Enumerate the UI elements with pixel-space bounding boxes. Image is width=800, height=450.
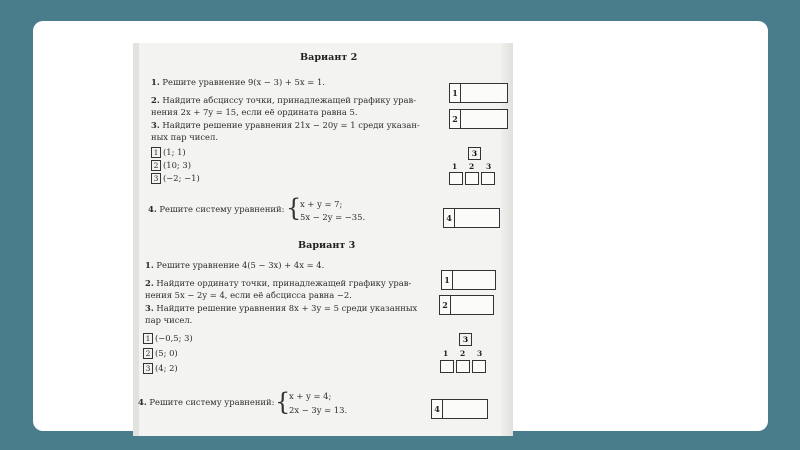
option-number: 2 — [151, 160, 161, 171]
option-value: (10; 3) — [163, 160, 192, 170]
grid-cell-2[interactable] — [456, 360, 470, 373]
grid-label-3: 3 — [477, 349, 483, 358]
v2-q2-line1 — [151, 96, 416, 104]
v3-q3-line1 — [145, 304, 417, 312]
option-value: (−0,5; 3) — [155, 333, 193, 343]
v2-q3-option-2 — [151, 160, 191, 171]
v3-q1-box-number: 1 — [442, 271, 453, 289]
v2-q3-number: 3. — [151, 120, 160, 130]
v3-q2-box-number: 2 — [440, 296, 451, 314]
v3-q2-line2: нения 5x − 2y = 4, если её абсцисса равна −2. — [145, 290, 352, 300]
grid-label-1: 1 — [443, 349, 449, 358]
v3-q1-number: 1. — [145, 260, 154, 270]
variant-2-title: Вариант 2 — [300, 52, 358, 63]
v2-q4 — [148, 205, 284, 213]
option-value: (−2; −1) — [163, 173, 200, 183]
v2-q2-number: 2. — [151, 95, 160, 105]
v2-q2-box-number: 2 — [450, 110, 461, 128]
v3-q3-number: 3. — [145, 303, 154, 313]
grid-label-1: 1 — [452, 162, 458, 171]
v2-q3-option-3 — [151, 173, 200, 184]
v3-q4-number: 4. — [138, 397, 147, 407]
grid-label-2: 2 — [460, 349, 466, 358]
v3-q3-option-3 — [143, 363, 178, 374]
grid-cell-1[interactable] — [440, 360, 454, 373]
v3-q3-text1: Найдите решение уравнения 8x + 3y = 5 среди указанных — [156, 303, 418, 313]
slide-card — [33, 21, 768, 431]
option-number: 1 — [143, 333, 153, 344]
option-number: 2 — [143, 348, 153, 359]
v3-q4-answer-box[interactable] — [431, 399, 488, 419]
option-number: 1 — [151, 147, 161, 158]
v3-q3-option-1 — [143, 333, 193, 344]
option-value: (1; 1) — [163, 147, 186, 157]
v2-q4-eq2: 5x − 2y = −35. — [300, 212, 366, 222]
v2-q2-answer-box[interactable] — [449, 109, 508, 129]
v2-q2-text1: Найдите абсциссу точки, принадлежащей графику урав- — [162, 95, 417, 105]
v2-q1-number: 1. — [151, 77, 160, 87]
v2-q3-option-1 — [151, 147, 186, 158]
v3-q3-option-2 — [143, 348, 178, 359]
v2-q1-box-number: 1 — [450, 84, 461, 102]
v3-q1-answer-box[interactable] — [441, 270, 496, 290]
v3-q4-eq1: x + y = 4; — [289, 391, 332, 401]
grid-task-number: 3 — [468, 147, 481, 160]
v2-q1-answer-box[interactable] — [449, 83, 508, 103]
option-value: (4; 2) — [155, 363, 178, 373]
grid-label-2: 2 — [469, 162, 475, 171]
page-edge-left — [133, 43, 139, 436]
v3-q4-eq2: 2x − 3y = 13. — [289, 405, 348, 415]
v2-q2-line2: нения 2x + 7y = 15, если её ордината равна 5. — [151, 107, 358, 117]
grid-cell-3[interactable] — [481, 172, 495, 185]
variant-3-title: Вариант 3 — [298, 240, 356, 251]
v3-q3-line2: пар чисел. — [145, 315, 193, 325]
v3-q2-number: 2. — [145, 278, 154, 288]
v2-q3-line2: ных пар чисел. — [151, 132, 218, 142]
v2-q4-box-number: 4 — [444, 209, 455, 227]
system-brace: { — [275, 388, 291, 416]
option-number: 3 — [151, 173, 161, 184]
v3-q4 — [138, 398, 274, 406]
v2-q4-text: Решите систему уравнений: — [159, 204, 285, 214]
option-number: 3 — [143, 363, 153, 374]
grid-cell-3[interactable] — [472, 360, 486, 373]
v3-q1-text: Решите уравнение 4(5 − 3x) + 4x = 4. — [156, 260, 325, 270]
v3-q2-answer-box[interactable] — [439, 295, 494, 315]
v2-q3-text1: Найдите решение уравнения 21x − 20y = 1 среди указан- — [162, 120, 420, 130]
v2-q1 — [151, 78, 325, 86]
v2-q4-answer-box[interactable] — [443, 208, 500, 228]
v3-q2-text1: Найдите ординату точки, принадлежащей графику урав- — [156, 278, 412, 288]
grid-cell-2[interactable] — [465, 172, 479, 185]
v2-q3-line1 — [151, 121, 420, 129]
v3-q2-line1 — [145, 279, 411, 287]
grid-label-3: 3 — [486, 162, 492, 171]
grid-task-number: 3 — [459, 333, 472, 346]
grid-cell-1[interactable] — [449, 172, 463, 185]
v2-q1-text: Решите уравнение 9(x − 3) + 5x = 1. — [162, 77, 325, 87]
system-brace: { — [286, 194, 302, 222]
v2-q4-eq1: x + y = 7; — [300, 199, 343, 209]
v3-q4-text: Решите систему уравнений: — [149, 397, 275, 407]
v3-q4-box-number: 4 — [432, 400, 443, 418]
v2-q4-number: 4. — [148, 204, 157, 214]
v3-q1 — [145, 261, 324, 269]
scanned-worksheet — [133, 43, 513, 436]
option-value: (5; 0) — [155, 348, 178, 358]
